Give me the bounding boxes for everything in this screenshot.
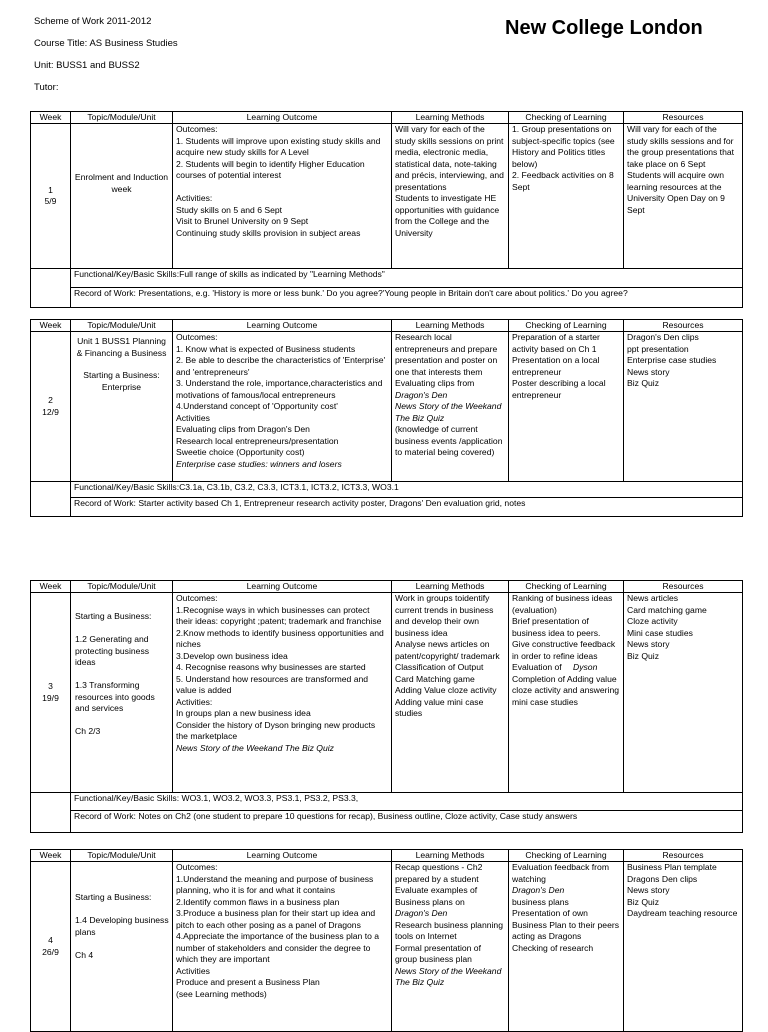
methods-cell bbox=[392, 862, 509, 1032]
col-topic: Topic/Module/Unit bbox=[71, 581, 173, 593]
methods-italic: Dragon's Den bbox=[395, 389, 448, 400]
checking-italic: Dragon's Den bbox=[512, 885, 565, 895]
col-methods: Learning Methods bbox=[392, 850, 509, 862]
spacer-cell bbox=[31, 269, 71, 288]
outcome-cell bbox=[173, 332, 392, 482]
resources-cell: Will vary for each of the study skills sessions and for the group presentations that take place on 6 Sept Students will acquire own learning resources at the University Open Day on 9 Sept bbox=[624, 124, 743, 269]
outcome-italic: Enterprise case studies: winners and losers bbox=[176, 458, 342, 469]
unit-title: Unit: BUSS1 and BUSS2 bbox=[34, 60, 140, 71]
week-1-table bbox=[30, 111, 743, 308]
col-resources: Resources bbox=[624, 581, 743, 593]
outcome-cell: Outcomes: 1.Understand the meaning and purpose of business planning, who it is for and what it contains 2.Identify common flaws in a business plan 3.Produce a business plan for their start up idea and pitch to each other posing as a panel of Dragons 4.Appreciate the importance of the business plan to a number of stakeholders and consider the degree to which they are important Activities Produce and present a Business Plan (see Learning methods) bbox=[173, 862, 392, 1032]
methods-text: Research business planning tools on Internet Formal presentation of group business plan bbox=[395, 919, 503, 964]
resources-cell: News articles Card matching game Cloze activity Mini case studies News story Biz Quiz bbox=[624, 593, 743, 793]
spacer-cell bbox=[31, 498, 71, 517]
week-row bbox=[31, 593, 743, 793]
topic-subject: Starting a Business: Enterprise bbox=[83, 370, 160, 392]
week-cell bbox=[31, 862, 71, 1032]
checking-text: Evaluation feedback from watching bbox=[512, 862, 609, 884]
methods-text: (knowledge of current business events /application to material being covered) bbox=[395, 424, 503, 457]
scheme-title: Scheme of Work 2011-2012 bbox=[34, 16, 152, 27]
week-cell bbox=[31, 124, 71, 269]
methods-cell: Work in groups toidentify current trends in business and develop their own business idea Analyse news articles on patent/copyright/ trademark Classification of Output Card Matching game Adding Value cloze activity Adding value mini case studies bbox=[392, 593, 509, 793]
col-methods: Learning Methods bbox=[392, 112, 509, 124]
col-topic: Topic/Module/Unit bbox=[71, 320, 173, 332]
resources-cell: Dragon's Den clips ppt presentation Enterprise case studies News story Biz Quiz bbox=[624, 332, 743, 482]
col-resources: Resources bbox=[624, 320, 743, 332]
col-checking: Checking of Learning bbox=[509, 850, 624, 862]
week-date: 26/9 bbox=[42, 946, 59, 957]
checking-text: business plans Presentation of own Business Plan to their peers acting as Dragons Checking of research bbox=[512, 896, 620, 953]
week-number: 1 bbox=[48, 184, 53, 195]
col-week: Week bbox=[31, 320, 71, 332]
methods-italic: Dragon's Den bbox=[395, 908, 448, 918]
week-cell bbox=[31, 593, 71, 793]
spacer-cell bbox=[31, 482, 71, 498]
college-name: New College London bbox=[505, 17, 703, 39]
checking-text: Ranking of business ideas (evaluation) Brief presentation of business idea to peers. Give constructive feedback in order to refine ideas Evaluation of bbox=[512, 593, 616, 672]
week-date: 5/9 bbox=[44, 196, 57, 206]
week-date: 12/9 bbox=[42, 406, 59, 417]
col-outcome: Learning Outcome bbox=[173, 112, 392, 124]
topic-cell: Starting a Business: 1.2 Generating and protecting business ideas 1.3 Transforming resources into goods and services Ch 2/3 bbox=[71, 593, 173, 793]
col-checking: Checking of Learning bbox=[509, 112, 624, 124]
week-number: 3 bbox=[48, 681, 53, 691]
topic-cell bbox=[71, 332, 173, 482]
checking-cell: Preparation of a starter activity based on Ch 1 Presentation on a local entrepreneur Poster describing a local entrepreneur bbox=[509, 332, 624, 482]
outcome-text: Outcomes: 1.Recognise ways in which businesses can protect their ideas: copyright ;patent; trademark and franchise 2.Know methods to identify business opportunities and niches 3.Develop own business idea 4. Recognise reasons why businesses are started 5. Understand how resources are transformed and value is added Activities: In groups plan a new business idea Consider the history of Dyson bringing new products the marketplace bbox=[176, 593, 384, 741]
topic-unit: Unit 1 BUSS1 Planning & Financing a Business bbox=[76, 336, 167, 358]
week-number: 4 bbox=[48, 935, 53, 945]
col-week: Week bbox=[31, 112, 71, 124]
topic-cell: Enrolment and Induction week bbox=[71, 124, 173, 269]
week-date: 19/9 bbox=[42, 692, 59, 703]
col-checking: Checking of Learning bbox=[509, 581, 624, 593]
methods-italic: News Story of the Weekand The Biz Quiz bbox=[395, 965, 502, 987]
week-3-table bbox=[30, 580, 743, 833]
week-row bbox=[31, 862, 743, 1032]
methods-cell bbox=[392, 332, 509, 482]
col-outcome: Learning Outcome bbox=[173, 850, 392, 862]
outcome-cell: Outcomes: 1. Students will improve upon existing study skills and acquire new study skills for A Level 2. Students will begin to identify Higher Education courses of potential interest Activities: Study skills on 5 and 6 Sept Visit to Brunel University on 9 Sept Continuing study skills provision in subject areas bbox=[173, 124, 392, 269]
checking-cell bbox=[509, 593, 624, 793]
checking-cell: 1. Group presentations on subject-specific topics (see History and Politics titles below) 2. Feedback activities on 8 Sept bbox=[509, 124, 624, 269]
col-topic: Topic/Module/Unit bbox=[71, 112, 173, 124]
week-row bbox=[31, 124, 743, 269]
skills-cell: Functional/Key/Basic Skills:Full range of skills as indicated by "Learning Methods" bbox=[71, 269, 743, 288]
methods-italic: News Story of the Weekand The Biz Quiz bbox=[395, 401, 502, 423]
week-4-table bbox=[30, 849, 743, 1032]
tutor-label: Tutor: bbox=[34, 82, 59, 93]
col-methods: Learning Methods bbox=[392, 320, 509, 332]
skills-cell: Functional/Key/Basic Skills:C3.1a, C3.1b, C3.2, C3.3, ICT3.1, ICT3.2, ICT3.3, WO3.1 bbox=[71, 482, 743, 498]
week-number: 2 bbox=[48, 395, 53, 405]
methods-text: Research local entrepreneurs and prepare presentation and poster on one that interests them Evaluating clips from bbox=[395, 332, 498, 388]
spacer-cell bbox=[31, 811, 71, 833]
spacer-cell bbox=[31, 793, 71, 811]
record-cell: Record of Work: Starter activity based Ch 1, Entrepreneur research activity poster, Dragons' Den evaluation grid, notes bbox=[71, 498, 743, 517]
spacer-cell bbox=[31, 288, 71, 308]
week-row bbox=[31, 332, 743, 482]
col-week: Week bbox=[31, 581, 71, 593]
col-outcome: Learning Outcome bbox=[173, 320, 392, 332]
topic-cell: Starting a Business: 1.4 Developing business plans Ch 4 bbox=[71, 862, 173, 1032]
methods-cell: Will vary for each of the study skills sessions on print media, electronic media, statistical data, note-taking and précis, interviewing, and presentations Students to investigate HE opportunities with guidance from the College and the University bbox=[392, 124, 509, 269]
week-2-table bbox=[30, 319, 743, 517]
checking-italic: Dyson bbox=[573, 662, 598, 672]
skills-cell: Functional/Key/Basic Skills: WO3.1, WO3.2, WO3.3, PS3.1, PS3.2, PS3.3, bbox=[71, 793, 743, 811]
week-cell bbox=[31, 332, 71, 482]
col-week: Week bbox=[31, 850, 71, 862]
outcome-text: Outcomes: 1. Know what is expected of Business students 2. Be able to describe the characteristics of 'Enterprise' and 'entrepreneurs' 3. Understand the role, importance,characteristics and motivations of famous/local entrepreneurs 4.Understand concept of 'Opportunity cost' Activities Evaluating clips from Dragon's Den Research local entrepreneurs/presentation Sweetie choice (Opportunity cost) bbox=[176, 332, 386, 457]
header-row bbox=[31, 581, 743, 593]
course-title: Course Title: AS Business Studies bbox=[34, 38, 178, 49]
checking-text: Completion of Adding value cloze activity and answering mini case studies bbox=[512, 673, 619, 707]
col-topic: Topic/Module/Unit bbox=[71, 850, 173, 862]
col-outcome: Learning Outcome bbox=[173, 581, 392, 593]
methods-text: Recap questions - Ch2 prepared by a student Evaluate examples of Business plans on bbox=[395, 862, 483, 907]
header-row bbox=[31, 850, 743, 862]
outcome-italic: News Story of the Weekand The Biz Quiz bbox=[176, 742, 334, 753]
outcome-cell bbox=[173, 593, 392, 793]
col-methods: Learning Methods bbox=[392, 581, 509, 593]
checking-cell bbox=[509, 862, 624, 1032]
header-row bbox=[31, 320, 743, 332]
col-resources: Resources bbox=[624, 112, 743, 124]
col-resources: Resources bbox=[624, 850, 743, 862]
header-row bbox=[31, 112, 743, 124]
record-cell: Record of Work: Notes on Ch2 (one student to prepare 10 questions for recap), Business outline, Cloze activity, Case study answers bbox=[71, 811, 743, 833]
record-cell: Record of Work: Presentations, e.g. 'History is more or less bunk.' Do you agree?'Young people in Britain don't care about politics.' Do you agree? bbox=[71, 288, 743, 308]
resources-cell: Business Plan template Dragons Den clips News story Biz Quiz Daydream teaching resource bbox=[624, 862, 743, 1032]
col-checking: Checking of Learning bbox=[509, 320, 624, 332]
